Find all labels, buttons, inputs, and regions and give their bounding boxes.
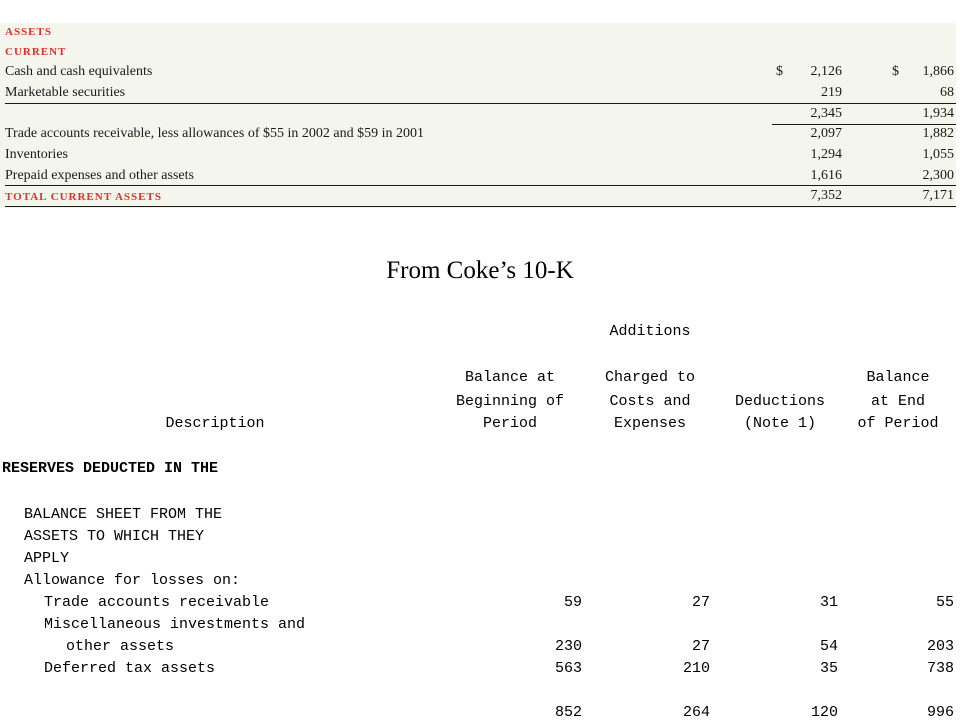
divider (5, 185, 956, 186)
total-charged: 264 (682, 704, 710, 721)
schedule-row-label: Deferred tax assets (44, 660, 216, 677)
header-deductions-1: Deductions (734, 393, 825, 410)
subsection-line: BALANCE SHEET FROM THE (24, 506, 223, 523)
total-2001: 7,171 (922, 188, 954, 203)
value-2001: 68 (940, 85, 954, 100)
divider (5, 103, 956, 104)
value-2002: 219 (821, 85, 842, 100)
assets-heading: ASSETS (5, 26, 52, 38)
currency-symbol: $ (776, 64, 783, 79)
deductions-value: 35 (819, 660, 838, 677)
value-2002: 1,294 (810, 147, 842, 162)
value-2002: 2,097 (810, 126, 842, 141)
beginning-value: 230 (554, 638, 582, 655)
row-label: Inventories (5, 147, 68, 162)
charged-value: 27 (691, 594, 710, 611)
value-2001: 1,055 (922, 147, 954, 162)
caption: From Coke’s 10-K (386, 257, 574, 284)
schedule-row-label: Miscellaneous investments and (44, 616, 306, 633)
end-value: 203 (926, 638, 954, 655)
header-charged-3: Expenses (613, 415, 686, 432)
header-end-3: of Period (857, 415, 939, 432)
header-deductions-2: (Note 1) (743, 415, 816, 432)
current-heading: CURRENT (5, 46, 67, 58)
row-label: Prepaid expenses and other assets (5, 168, 194, 183)
divider (5, 206, 956, 207)
header-beginning-3: Period (482, 415, 537, 432)
end-value: 55 (935, 594, 954, 611)
row-label: Trade accounts receivable, less allowances of $55 in 2002 and $59 in 2001 (5, 126, 424, 141)
total-2002: 7,352 (810, 188, 842, 203)
total-label: TOTAL CURRENT ASSETS (5, 191, 162, 203)
row-label: Cash and cash equivalents (5, 64, 153, 79)
deductions-value: 54 (819, 638, 838, 655)
subsection-line: APPLY (24, 550, 70, 567)
section-title: RESERVES DEDUCTED IN THE (2, 460, 219, 477)
header-charged-1: Charged to (604, 369, 695, 386)
subsection-line: ASSETS TO WHICH THEY (24, 528, 205, 545)
additions-header: Additions (609, 323, 691, 340)
charged-value: 210 (682, 660, 710, 677)
charged-value: 27 (691, 638, 710, 655)
allowance-label: Allowance for losses on: (24, 572, 241, 589)
header-description: Description (165, 415, 265, 432)
subtotal-2001: 1,934 (922, 106, 954, 121)
end-value: 738 (926, 660, 954, 677)
schedule-row-label: Trade accounts receivable (44, 594, 270, 611)
value-2001: 2,300 (922, 168, 954, 183)
header-beginning-1: Balance at (464, 369, 555, 386)
value-2002: 2,126 (810, 64, 842, 79)
balance-sheet-excerpt (0, 23, 956, 208)
total-end: 996 (926, 704, 954, 721)
total-beginning: 852 (554, 704, 582, 721)
deductions-value: 31 (819, 594, 838, 611)
value-2001: 1,882 (922, 126, 954, 141)
header-charged-2: Costs and (609, 393, 691, 410)
beginning-value: 563 (554, 660, 582, 677)
beginning-value: 59 (563, 594, 582, 611)
subtotal-2002: 2,345 (810, 106, 842, 121)
currency-symbol: $ (892, 64, 899, 79)
total-deductions: 120 (810, 704, 838, 721)
header-beginning-2: Beginning of (455, 393, 565, 410)
value-2002: 1,616 (810, 168, 842, 183)
schedule-row-label-cont: other assets (66, 638, 175, 655)
header-end-2: at End (870, 393, 925, 410)
value-2001: 1,866 (922, 64, 954, 79)
header-end-1: Balance (866, 369, 930, 386)
row-label: Marketable securities (5, 85, 126, 100)
